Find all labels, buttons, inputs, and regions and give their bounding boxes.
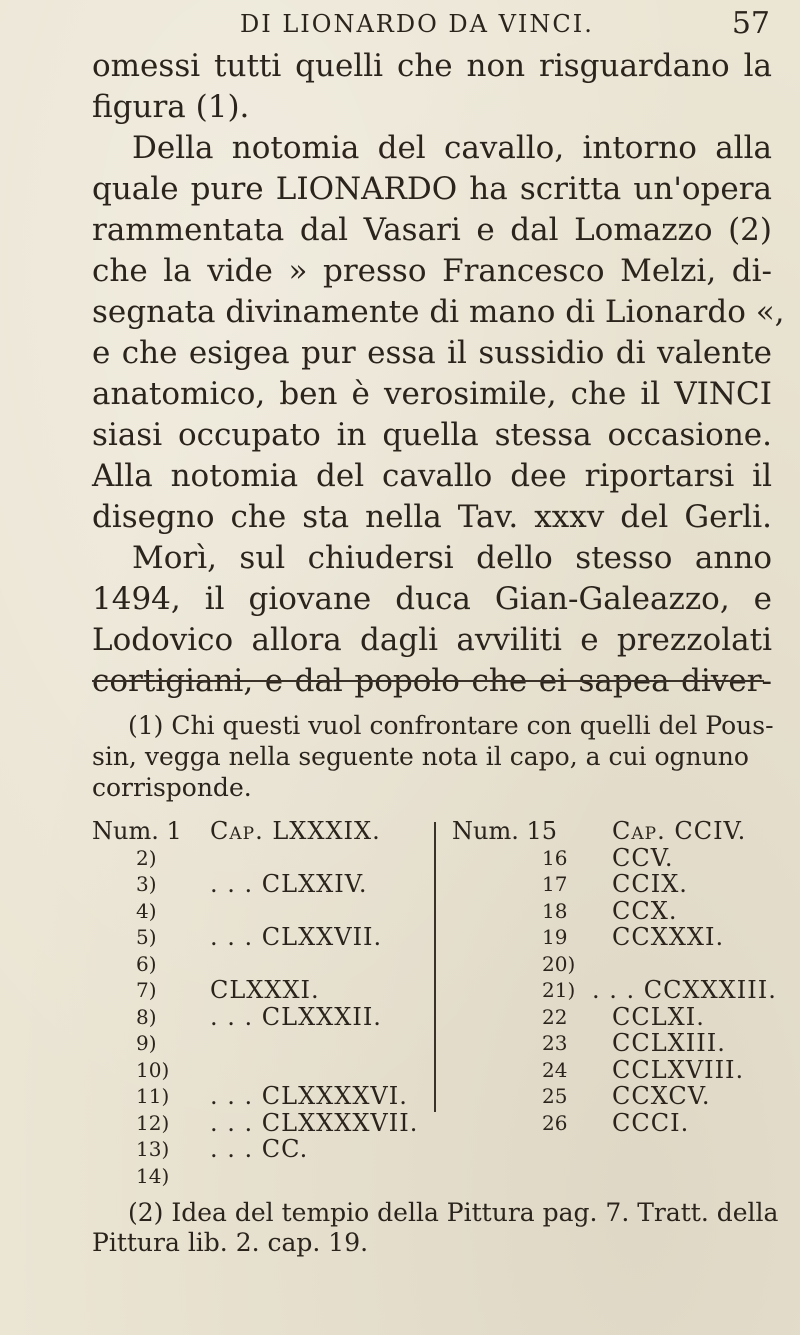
table-row [92, 1110, 422, 1137]
row-chapter: . . . CLXXXII. [210, 1002, 382, 1031]
row-number: 21) [542, 978, 576, 1002]
row-chapter: . . . CLXXXXVI. [210, 1082, 408, 1110]
row-number: 12) [136, 1110, 170, 1135]
table-row [92, 1163, 422, 1190]
table-row [452, 1004, 772, 1031]
row-number: 14) [136, 1163, 170, 1188]
row-number: 4) [136, 898, 157, 923]
table-row [92, 1136, 422, 1163]
text-line: segnata divinamente di mano di Lionardo «, [92, 294, 785, 330]
text-line: Della notomia del cavallo, intorno alla [132, 130, 772, 166]
row-number: 5) [136, 925, 157, 949]
footnote-line: Pittura lib. 2. cap. 19. [92, 1228, 369, 1257]
table-row [92, 951, 422, 978]
footnote-line: sin, vegga nella seguente nota il capo, a cui ognuno [92, 742, 749, 771]
table-row [452, 1110, 772, 1137]
row-chapter: CCXCV. [612, 1082, 711, 1110]
table-row [452, 845, 772, 872]
row-number: 7) [136, 978, 157, 1002]
table-row [452, 976, 777, 1004]
row-chapter: CCIX. [612, 870, 688, 898]
row-number: 17 [542, 872, 568, 896]
page-header [90, 6, 770, 46]
table-row [92, 845, 422, 872]
row-chapter: Cap. CCIV. [612, 817, 747, 845]
row-number: Num. 1 [92, 817, 182, 845]
row-chapter: . . . CLXXIV. [210, 870, 368, 898]
row-chapter: . . . CC. [210, 1135, 309, 1163]
text-line: disegno che sta nella Tav. xxxv del Gerli. [92, 499, 772, 535]
row-number: 18 [542, 898, 568, 923]
row-number: 2) [136, 845, 157, 870]
footnote-2 [92, 1198, 779, 1258]
table-row [452, 818, 772, 845]
table-row [92, 977, 422, 1004]
chapter-concordance-table [92, 817, 777, 1198]
page-number: 57 [731, 6, 770, 41]
running-head: DI LIONARDO DA VINCI. [240, 10, 594, 38]
footnote-1 [92, 710, 772, 803]
table-left-column [92, 818, 422, 1189]
row-number: 6) [136, 951, 157, 976]
text-line: omessi tutti quelli che non risguardano la [92, 48, 772, 84]
row-chapter: CCV. [612, 843, 674, 872]
table-row [452, 924, 772, 951]
row-number: 20) [542, 951, 576, 976]
table-row [452, 951, 772, 978]
row-chapter: CCXXXI. [612, 923, 725, 951]
footnote-line: (1) Chi questi vuol confrontare con quelli del Pous- [128, 711, 774, 740]
row-chapter: Cap. LXXXIX. [210, 817, 381, 845]
text-line: siasi occupato in quella stessa occasione. [92, 417, 772, 453]
table-row [452, 871, 772, 898]
row-chapter: CCLXIII. [612, 1029, 726, 1057]
row-chapter: CLXXXI. [210, 976, 320, 1004]
table-row [92, 1083, 422, 1110]
table-row [92, 898, 422, 925]
text-line: che la vide » presso Francesco Melzi, di- [92, 253, 772, 289]
table-row [452, 898, 772, 925]
row-chapter: CCLXI. [612, 1002, 705, 1031]
row-number: 23 [542, 1031, 568, 1055]
text-line: e che esigea pur essa il sussidio di valente [92, 335, 772, 371]
table-row [92, 1057, 422, 1084]
table-row [452, 1083, 772, 1110]
footnote-rule [92, 680, 764, 682]
row-chapter: CCLXVIII. [612, 1055, 745, 1084]
column-divider [434, 822, 436, 1112]
row-number: 10) [136, 1057, 170, 1082]
text-line: Morì, sul chiudersi dello stesso anno [132, 540, 772, 576]
row-number: 24 [542, 1057, 568, 1082]
text-line: Lodovico allora dagli avviliti e prezzolati [92, 622, 772, 658]
table-row [92, 871, 422, 898]
text-line: cortigiani, e dal popolo che ei sapea diver- [92, 663, 772, 699]
main-text [92, 46, 785, 702]
text-line: Alla notomia del cavallo dee riportarsi il [92, 458, 772, 494]
footnote-line: (2) Idea del tempio della Pittura pag. 7. Tratt. della [128, 1198, 779, 1227]
text-line: anatomico, ben è verosimile, che il VINCI [92, 376, 772, 412]
text-line: rammentata dal Vasari e dal Lomazzo (2) [92, 212, 772, 248]
table-row [452, 1057, 772, 1084]
row-number: 8) [136, 1004, 157, 1029]
row-number: Num. 15 [452, 817, 558, 845]
row-chapter: . . . CCXXXIII. [592, 976, 777, 1004]
text-line: 1494, il giovane duca Gian-Galeazzo, e [92, 581, 772, 617]
table-row [452, 1030, 772, 1057]
row-number: 3) [136, 872, 157, 896]
table-row [92, 924, 422, 951]
row-number: 9) [136, 1031, 157, 1055]
row-number: 16 [542, 845, 568, 870]
row-number: 11) [136, 1084, 170, 1108]
table-row [92, 1030, 422, 1057]
table-right-column [452, 817, 777, 1137]
row-chapter: CCX. [612, 896, 678, 925]
row-chapter: . . . CLXXXXVII. [210, 1108, 419, 1137]
row-number: 13) [136, 1137, 170, 1161]
row-number: 19 [542, 925, 568, 949]
table-row [92, 818, 422, 845]
text-line: figura (1). [92, 89, 250, 125]
table-row [92, 1004, 422, 1031]
row-number: 26 [542, 1110, 568, 1135]
row-number: 22 [542, 1004, 568, 1029]
row-chapter: . . . CLXXVII. [210, 923, 383, 951]
footnote-line: corrisponde. [92, 773, 252, 802]
row-number: 25 [542, 1084, 568, 1108]
row-chapter: CCCI. [612, 1108, 690, 1137]
text-line: quale pure LIONARDO ha scritta un'opera [92, 171, 772, 207]
